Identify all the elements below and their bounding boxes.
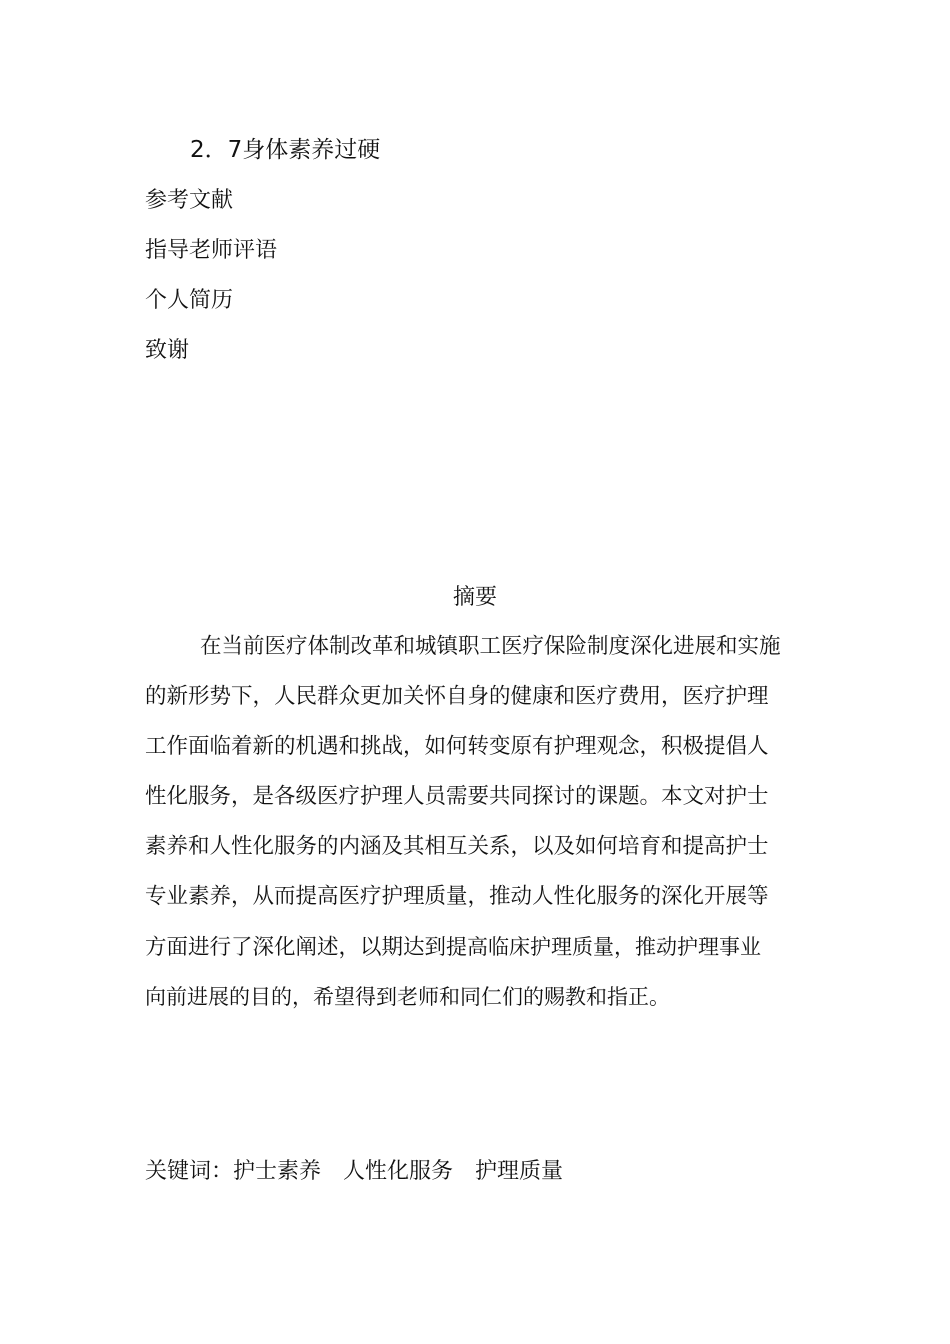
toc-sub-item: 2．7身体素养过硬: [190, 137, 381, 163]
abstract-line-part: 提高临床护理质量，推动护理事业: [446, 935, 762, 959]
abstract-line-part: 方面进行了深化阐述，以期达到: [145, 935, 447, 960]
toc-item-acknowledgements: 致谢: [145, 338, 190, 363]
abstract-title: 摘要: [452, 585, 497, 610]
abstract-line: 在当前医疗体制改革和城镇职工医疗保险制度深化进展和实施: [200, 634, 781, 659]
abstract-line-mixed: [145, 931, 761, 964]
abstract-line: 向前进展的目的，希望得到老师和同仁们的赐教和指正。: [145, 985, 670, 1009]
toc-item-references: 参考文献: [145, 188, 234, 213]
abstract-line: 性化服务，是各级医疗护理人员需要共同探讨的课题。本文对护士: [145, 784, 769, 809]
abstract-line: 的新形势下，人民群众更加关怀自身的健康和医疗费用，医疗护理: [145, 684, 769, 709]
keywords: 关键词：护士素养 人性化服务 护理质量: [145, 1159, 564, 1184]
abstract-line: 工作面临着新的机遇和挑战，如何转变原有护理观念，积极提倡人: [145, 734, 769, 759]
abstract-line: 素养和人性化服务的内涵及其相互关系，以及如何培育和提高护士: [145, 834, 769, 859]
toc-item-advisor-comments: 指导老师评语: [145, 238, 278, 263]
toc-item-resume: 个人简历: [145, 288, 234, 313]
abstract-line: 专业素养，从而提高医疗护理质量，推动人性化服务的深化开展等: [145, 884, 769, 909]
